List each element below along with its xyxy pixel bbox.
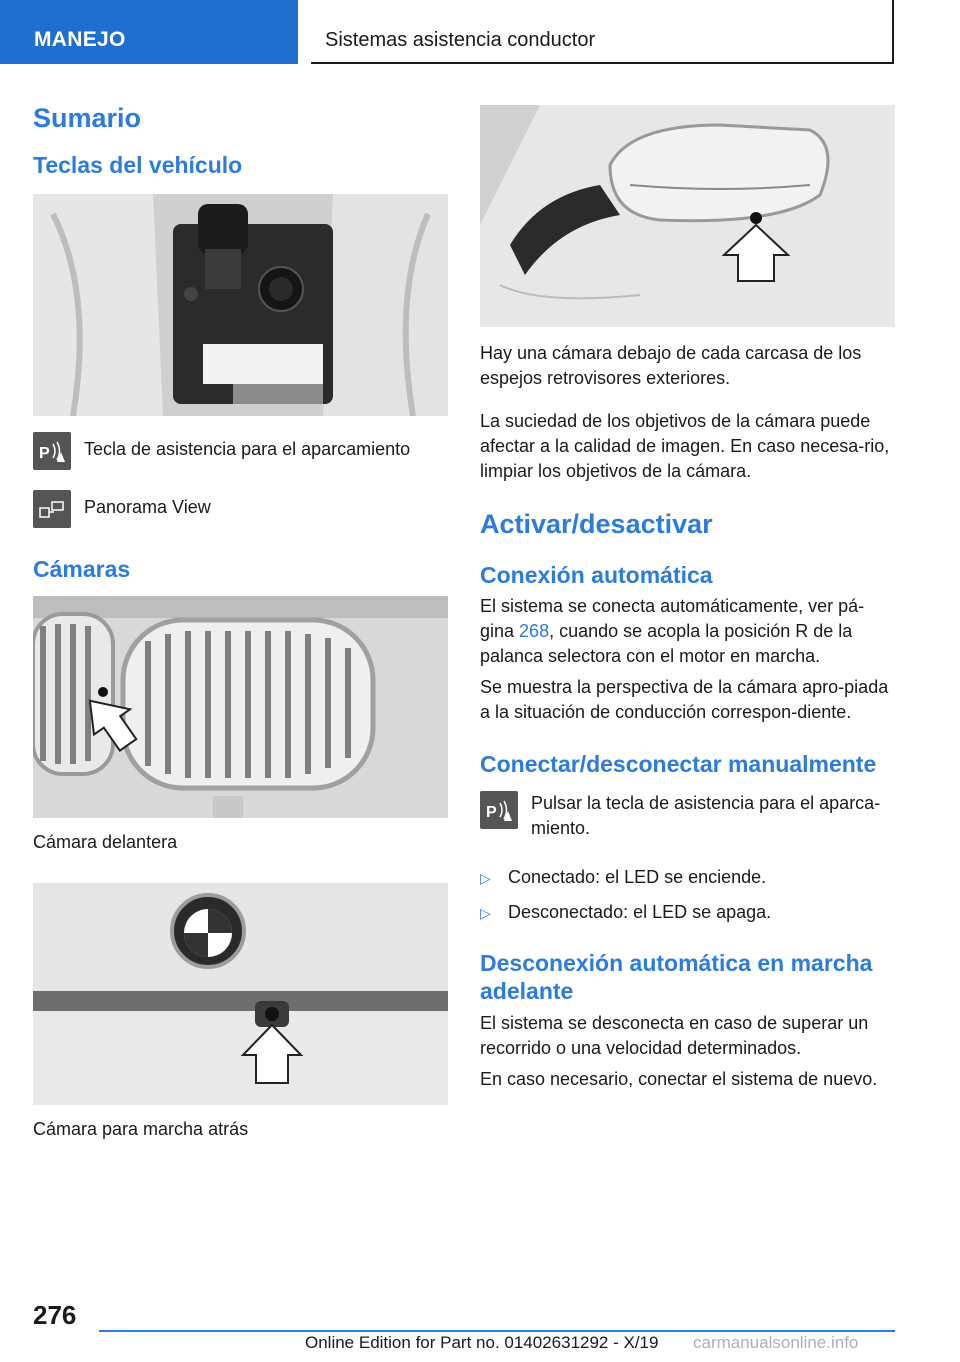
- manual-text: Pulsar la tecla de asistencia para el aparca-miento.: [531, 793, 881, 838]
- manual-heading: Conectar/desconectar manualmente: [480, 751, 877, 777]
- page-link-268[interactable]: 268: [519, 621, 550, 641]
- activate-heading: Activar/desactivar: [480, 509, 713, 539]
- perspective-text: Se muestra la perspectiva de la cámara apro-piada a la situación de conducción correspon-diente.: [480, 677, 889, 722]
- section-title: MANEJO: [34, 28, 126, 51]
- panorama-view-icon: [33, 490, 71, 528]
- front-camera-caption: Cámara delantera: [33, 832, 178, 852]
- key-label: Tecla de asistencia para el aparcamiento: [84, 439, 411, 459]
- chapter-tab: [311, 0, 894, 64]
- page-title: Sumario: [33, 103, 142, 133]
- lens-dirt-text: La suciedad de los objetivos de la cámara puede afectar a la calidad de imagen. En caso necesa-rio, limpiar los objetivos de la cámara.: [480, 411, 890, 481]
- front-camera-image: [33, 596, 448, 818]
- auto-off-heading: Desconexión automática en marcha adelante: [480, 950, 873, 1004]
- auto-off-text: El sistema se desconecta en caso de superar un recorrido o una velocidad determinados.: [480, 1013, 869, 1058]
- left-column: [33, 100, 448, 1142]
- reconnect-text: En caso necesario, conectar el sistema de nuevo.: [480, 1069, 878, 1089]
- auto-connect-text-pre: El sistema se conecta automáticamente, ver pá-gina: [480, 596, 865, 641]
- console-keys-image: [33, 194, 448, 416]
- park-assist-icon: [33, 432, 71, 470]
- mirror-camera-image: [480, 105, 895, 327]
- rear-camera-image: [33, 883, 448, 1105]
- section-tab: [0, 0, 298, 64]
- svg-text:P: P: [39, 445, 50, 462]
- chapter-title: Sistemas asistencia conductor: [325, 29, 596, 51]
- page-number: 276: [33, 1300, 77, 1330]
- manual-instruction: [480, 791, 895, 841]
- triangle-bullet-icon: ▷: [480, 870, 491, 886]
- bullet-text: Conectado: el LED se enciende.: [508, 867, 767, 887]
- auto-connect-text: [480, 594, 895, 669]
- svg-text:P: P: [486, 804, 497, 821]
- footer-divider: [99, 1330, 895, 1332]
- mirror-camera-text: Hay una cámara debajo de cada carcasa de los espejos retrovisores exteriores.: [480, 343, 862, 388]
- bullet-text: Desconectado: el LED se apaga.: [508, 902, 772, 922]
- park-assist-icon: [480, 791, 518, 829]
- key-item-panorama-view: [33, 490, 448, 528]
- bullet-item: [480, 900, 895, 925]
- key-label: Panorama View: [84, 497, 211, 517]
- triangle-bullet-icon: ▷: [480, 905, 491, 921]
- auto-connect-heading: Conexión automática: [480, 562, 713, 588]
- bullet-item: [480, 865, 895, 890]
- watermark: carmanualsonline.info: [693, 1333, 859, 1352]
- right-column: [480, 105, 895, 1092]
- cameras-heading: Cámaras: [33, 556, 131, 582]
- rear-camera-caption: Cámara para marcha atrás: [33, 1119, 249, 1139]
- auto-connect-text-post: , cuando se acopla la posición R de la palanca selectora con el motor en marcha.: [480, 621, 853, 666]
- key-item-park-assist: [33, 432, 448, 470]
- edition-text: Online Edition for Part no. 01402631292 - X/19: [305, 1333, 659, 1352]
- keys-heading: Teclas del vehículo: [33, 152, 243, 178]
